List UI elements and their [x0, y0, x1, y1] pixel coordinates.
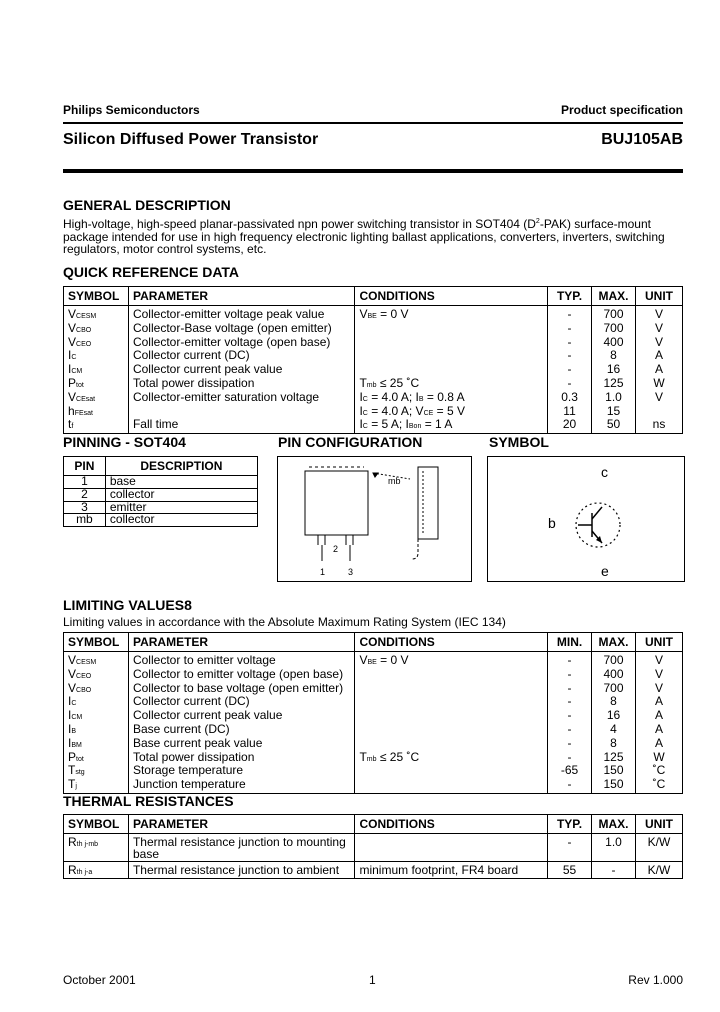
- conditions-cell: [355, 765, 548, 779]
- conditions-cell: [355, 696, 548, 710]
- unit-cell: ˚C: [635, 765, 682, 779]
- table-row: [64, 476, 258, 489]
- table-row: [64, 419, 683, 433]
- typ-cell: -: [548, 306, 592, 323]
- company-name: Philips Semiconductors: [63, 103, 200, 117]
- max-cell: 700: [592, 652, 636, 669]
- parameter-cell: Junction temperature: [128, 779, 354, 793]
- conditions-cell: [355, 724, 548, 738]
- symbol-cell: Rth j-a: [64, 861, 129, 879]
- parameter-cell: Collector current peak value: [128, 710, 354, 724]
- typ-cell: 55: [548, 861, 592, 879]
- header-rule: [63, 122, 683, 124]
- unit-cell: V: [635, 669, 682, 683]
- col-header: UNIT: [635, 633, 682, 652]
- pin-cell: 1: [64, 476, 106, 489]
- conditions-cell: minimum footprint, FR4 board: [355, 861, 548, 879]
- pin-label-mb: mb: [388, 476, 401, 486]
- unit-cell: A: [635, 724, 682, 738]
- table-header-row: [64, 287, 683, 306]
- symbol-cell: Ptot: [64, 378, 129, 392]
- col-header: UNIT: [635, 815, 682, 834]
- conditions-cell: Tmb ≤ 25 ˚C: [355, 752, 548, 766]
- table-row: [64, 514, 258, 527]
- parameter-cell: Collector to emitter voltage: [128, 652, 354, 669]
- typ-cell: 11: [548, 406, 592, 420]
- unit-cell: V: [635, 652, 682, 669]
- unit-cell: V: [635, 392, 682, 406]
- unit-cell: V: [635, 683, 682, 697]
- max-cell: 700: [592, 683, 636, 697]
- thermal-resistances-table: [63, 814, 683, 879]
- symbol-cell: VCESM: [64, 652, 129, 669]
- unit-cell: W: [635, 752, 682, 766]
- parameter-cell: Total power dissipation: [128, 752, 354, 766]
- conditions-cell: [355, 710, 548, 724]
- conditions-cell: [355, 779, 548, 793]
- symbol-cell: tf: [64, 419, 129, 433]
- limiting-values-heading: LIMITING VALUES8: [63, 597, 192, 613]
- collector-label: c: [601, 464, 608, 480]
- typ-cell: -: [548, 337, 592, 351]
- symbol-cell: IC: [64, 696, 129, 710]
- description-cell: collector: [105, 514, 257, 527]
- pin-label-1: 1: [320, 567, 326, 577]
- col-header: MAX.: [592, 633, 636, 652]
- parameter-cell: Collector current (DC): [128, 696, 354, 710]
- parameter-cell: Collector current peak value: [128, 364, 354, 378]
- title-rule: [63, 169, 683, 173]
- table-row: [64, 488, 258, 501]
- pin-label-2: 2: [333, 544, 339, 554]
- symbol-cell: VCBO: [64, 323, 129, 337]
- col-header: SYMBOL: [64, 633, 129, 652]
- min-cell: -: [548, 683, 592, 697]
- pin-cell: 2: [64, 488, 106, 501]
- pinning-table: [63, 456, 258, 527]
- symbol-cell: VCEO: [64, 337, 129, 351]
- col-header: MAX.: [592, 815, 636, 834]
- symbol-cell: IB: [64, 724, 129, 738]
- max-cell: 150: [592, 765, 636, 779]
- quick-reference-heading: QUICK REFERENCE DATA: [63, 264, 240, 280]
- conditions-cell: VBE = 0 V: [355, 652, 548, 669]
- limiting-values-intro: Limiting values in accordance with the Absolute Maximum Rating System (IEC 134): [63, 615, 506, 629]
- description-cell: base: [105, 476, 257, 489]
- table-row: [64, 861, 683, 879]
- min-cell: -: [548, 696, 592, 710]
- pin-label-3: 3: [348, 567, 354, 577]
- unit-cell: V: [635, 337, 682, 351]
- general-description-heading: GENERAL DESCRIPTION: [63, 197, 231, 213]
- typ-cell: 0.3: [548, 392, 592, 406]
- min-cell: -: [548, 724, 592, 738]
- max-cell: 125: [592, 378, 636, 392]
- symbol-heading: SYMBOL: [489, 434, 549, 450]
- min-cell: -65: [548, 765, 592, 779]
- max-cell: 700: [592, 306, 636, 323]
- quick-reference-table: [63, 286, 683, 434]
- symbol-cell: Tstg: [64, 765, 129, 779]
- min-cell: -: [548, 779, 592, 793]
- conditions-cell: [355, 683, 548, 697]
- unit-cell: ˚C: [635, 779, 682, 793]
- min-cell: -: [548, 752, 592, 766]
- symbol-cell: IC: [64, 350, 129, 364]
- package-outline-drawing: [278, 457, 471, 581]
- document-type: Product specification: [560, 103, 683, 117]
- unit-cell: V: [635, 323, 682, 337]
- footer-revision: Rev 1.000: [628, 973, 683, 987]
- min-cell: -: [548, 710, 592, 724]
- transistor-symbol-diagram: [487, 456, 685, 582]
- conditions-cell: IC = 4.0 A; VCE = 5 V: [355, 406, 548, 420]
- parameter-cell: Thermal resistance junction to mounting base: [128, 834, 354, 862]
- max-cell: 16: [592, 364, 636, 378]
- table-row: [64, 834, 683, 862]
- conditions-cell: Tmb ≤ 25 ˚C: [355, 378, 548, 392]
- col-header: TYP.: [548, 287, 592, 306]
- parameter-cell: Collector-emitter voltage peak value: [128, 306, 354, 323]
- symbol-cell: Rth j-mb: [64, 834, 129, 862]
- parameter-cell: Collector to emitter voltage (open base): [128, 669, 354, 683]
- parameter-cell: Collector-emitter saturation voltage: [128, 392, 354, 406]
- col-header: CONDITIONS: [355, 287, 548, 306]
- unit-cell: A: [635, 696, 682, 710]
- parameter-cell: Collector-emitter voltage (open base): [128, 337, 354, 351]
- unit-cell: A: [635, 350, 682, 364]
- parameter-cell: Collector to base voltage (open emitter): [128, 683, 354, 697]
- col-header: PARAMETER: [128, 287, 354, 306]
- col-header: TYP.: [548, 815, 592, 834]
- parameter-cell: Total power dissipation: [128, 378, 354, 392]
- general-description-text: High-voltage, high-speed planar-passivated npn power switching transistor in SOT404 $(D^2-PAK)$ surface-mount package intended for use in high frequency electronic lighting ballast applications, converters, inverters, switching regulators, motor control systems, etc.: [63, 217, 665, 256]
- conditions-cell: [355, 350, 548, 364]
- unit-cell: A: [635, 364, 682, 378]
- conditions-cell: [355, 323, 548, 337]
- col-header: DESCRIPTION: [105, 457, 257, 476]
- limiting-values-table: [63, 632, 683, 794]
- max-cell: 4: [592, 724, 636, 738]
- conditions-cell: [355, 337, 548, 351]
- parameter-cell: Thermal resistance junction to ambient: [128, 861, 354, 879]
- col-header: UNIT: [635, 287, 682, 306]
- conditions-cell: IC = 5 A; IBon = 1 A: [355, 419, 548, 433]
- symbol-cell: Tj: [64, 779, 129, 793]
- symbol-cell: VCEO: [64, 669, 129, 683]
- max-cell: 16: [592, 710, 636, 724]
- conditions-cell: IC = 4.0 A; IB = 0.8 A: [355, 392, 548, 406]
- typ-cell: 20: [548, 419, 592, 433]
- max-cell: 50: [592, 419, 636, 433]
- symbol-cell: hFEsat: [64, 406, 129, 420]
- symbol-cell: ICM: [64, 364, 129, 378]
- parameter-cell: Base current (DC): [128, 724, 354, 738]
- min-cell: -: [548, 669, 592, 683]
- base-label: b: [548, 515, 556, 531]
- parameter-cell: Fall time: [128, 419, 354, 433]
- pin-cell: mb: [64, 514, 106, 527]
- col-header: MIN.: [548, 633, 592, 652]
- footer-date: October 2001: [63, 973, 136, 987]
- col-header: MAX.: [592, 287, 636, 306]
- min-cell: -: [548, 738, 592, 752]
- conditions-cell: VBE = 0 V: [355, 306, 548, 323]
- typ-cell: -: [548, 323, 592, 337]
- max-cell: 150: [592, 779, 636, 793]
- max-cell: 700: [592, 323, 636, 337]
- max-cell: 8: [592, 738, 636, 752]
- unit-cell: V: [635, 306, 682, 323]
- pin-cell: 3: [64, 501, 106, 514]
- table-header-row: [64, 815, 683, 834]
- symbol-cell: VCBO: [64, 683, 129, 697]
- parameter-cell: Storage temperature: [128, 765, 354, 779]
- max-cell: 1.0: [592, 834, 636, 862]
- typ-cell: -: [548, 350, 592, 364]
- symbol-cell: ICM: [64, 710, 129, 724]
- symbol-cell: VCEsat: [64, 392, 129, 406]
- symbol-cell: VCESM: [64, 306, 129, 323]
- parameter-cell: Collector-Base voltage (open emitter): [128, 323, 354, 337]
- min-cell: -: [548, 652, 592, 669]
- description-cell: emitter: [105, 501, 257, 514]
- unit-cell: ns: [635, 419, 682, 433]
- max-cell: 400: [592, 337, 636, 351]
- max-cell: 8: [592, 350, 636, 364]
- col-header: PIN: [64, 457, 106, 476]
- col-header: PARAMETER: [128, 633, 354, 652]
- pinning-heading: PINNING - SOT404: [63, 434, 186, 450]
- unit-cell: A: [635, 738, 682, 752]
- unit-cell: K/W: [635, 861, 682, 879]
- description-cell: collector: [105, 488, 257, 501]
- conditions-cell: [355, 669, 548, 683]
- col-header: PARAMETER: [128, 815, 354, 834]
- parameter-cell: Collector current (DC): [128, 350, 354, 364]
- typ-cell: -: [548, 378, 592, 392]
- max-cell: 125: [592, 752, 636, 766]
- table-row: [64, 779, 683, 793]
- max-cell: -: [592, 861, 636, 879]
- pin-configuration-diagram: [277, 456, 472, 582]
- col-header: SYMBOL: [64, 287, 129, 306]
- npn-symbol-drawing: [488, 457, 684, 581]
- col-header: SYMBOL: [64, 815, 129, 834]
- pin-configuration-heading: PIN CONFIGURATION: [278, 434, 423, 450]
- emitter-label: e: [601, 563, 609, 579]
- max-cell: 8: [592, 696, 636, 710]
- table-header-row: [64, 633, 683, 652]
- symbol-cell: IBM: [64, 738, 129, 752]
- max-cell: 1.0: [592, 392, 636, 406]
- part-number: BUJ105AB: [601, 131, 683, 148]
- table-header-row: [64, 457, 258, 476]
- unit-cell: W: [635, 378, 682, 392]
- unit-cell: A: [635, 710, 682, 724]
- typ-cell: -: [548, 364, 592, 378]
- conditions-cell: [355, 834, 548, 862]
- product-description: Silicon Diffused Power Transistor: [63, 131, 319, 148]
- max-cell: 15: [592, 406, 636, 420]
- max-cell: 400: [592, 669, 636, 683]
- thermal-resistances-heading: THERMAL RESISTANCES: [63, 793, 234, 809]
- unit-cell: K/W: [635, 834, 682, 862]
- typ-cell: -: [548, 834, 592, 862]
- symbol-cell: Ptot: [64, 752, 129, 766]
- col-header: CONDITIONS: [355, 633, 548, 652]
- parameter-cell: Base current peak value: [128, 738, 354, 752]
- page-number: 1: [369, 973, 376, 987]
- col-header: CONDITIONS: [355, 815, 548, 834]
